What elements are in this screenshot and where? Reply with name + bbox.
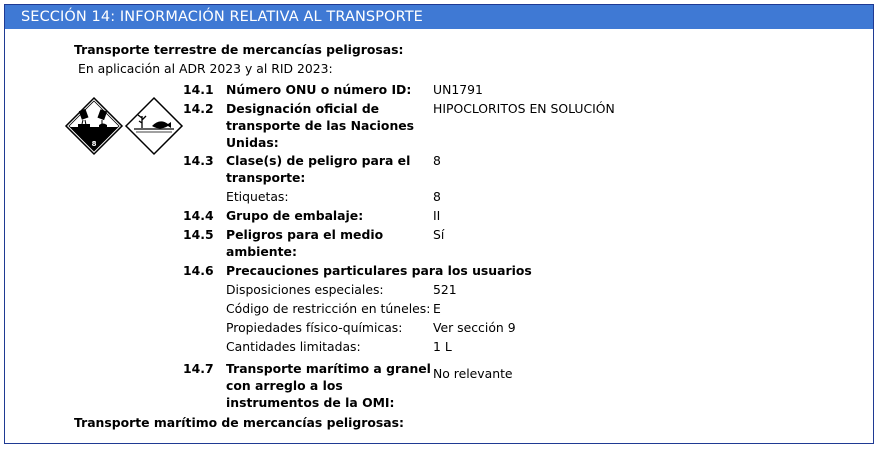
bulk-imo-value: No relevante — [433, 366, 513, 381]
row-14-1-number: 14.1 — [183, 82, 214, 97]
environmental-hazard-value: Sí — [433, 227, 445, 242]
class-number: 8 — [91, 140, 97, 148]
corrosive-class-8-icon — [64, 96, 124, 156]
row-14-7-label-line2: con arreglo a los — [226, 378, 343, 393]
row-14-6-label: Precauciones particulares para los usuarios — [226, 263, 532, 278]
row-14-6-number: 14.6 — [183, 263, 214, 278]
row-14-4-number: 14.4 — [183, 208, 214, 223]
limited-quantities-label: Cantidades limitadas: — [226, 339, 361, 354]
labels-label: Etiquetas: — [226, 189, 289, 204]
row-14-2-label-line1: Designación oficial de — [226, 101, 380, 116]
sea-transport-heading: Transporte marítimo de mercancías peligrosas: — [74, 415, 404, 430]
tunnel-code-label: Código de restricción en túneles: — [226, 301, 431, 316]
row-14-7-label-line3: instrumentos de la OMI: — [226, 395, 395, 410]
row-14-3-label-line2: transporte: — [226, 170, 306, 185]
physchem-value: Ver sección 9 — [433, 320, 516, 335]
row-14-2-label-line3: Unidas: — [226, 135, 279, 150]
proper-shipping-name-value: HIPOCLORITOS EN SOLUCIÓN — [433, 101, 615, 116]
limited-quantities-value: 1 L — [433, 339, 452, 354]
row-14-3-number: 14.3 — [183, 153, 214, 168]
row-14-1-label: Número ONU o número ID: — [226, 82, 412, 97]
row-14-5-number: 14.5 — [183, 227, 214, 242]
row-14-5-label-line2: ambiente: — [226, 244, 297, 259]
packing-group-value: II — [433, 208, 441, 223]
land-transport-heading: Transporte terrestre de mercancías peligrosas: — [74, 42, 404, 57]
physchem-label: Propiedades físico-químicas: — [226, 320, 403, 335]
row-14-7-label-line1: Transporte marítimo a granel — [226, 361, 431, 376]
tunnel-code-value: E — [433, 301, 441, 316]
special-provisions-label: Disposiciones especiales: — [226, 282, 384, 297]
row-14-4-label: Grupo de embalaje: — [226, 208, 364, 223]
adr-rid-note: En aplicación al ADR 2023 y al RID 2023: — [78, 61, 333, 76]
row-14-2-number: 14.2 — [183, 101, 214, 116]
row-14-7-number: 14.7 — [183, 361, 214, 376]
section-header: SECCIÓN 14: INFORMACIÓN RELATIVA AL TRANSPORTE — [5, 5, 873, 29]
row-14-5-label-line1: Peligros para el medio — [226, 227, 384, 242]
hazard-class-value: 8 — [433, 153, 441, 168]
row-14-3-label-line1: Clase(s) de peligro para el — [226, 153, 411, 168]
special-provisions-value: 521 — [433, 282, 457, 297]
un-number-value: UN1791 — [433, 82, 483, 97]
labels-value: 8 — [433, 189, 441, 204]
row-14-2-label-line2: transporte de las Naciones — [226, 118, 415, 133]
environment-hazard-icon — [124, 96, 184, 156]
